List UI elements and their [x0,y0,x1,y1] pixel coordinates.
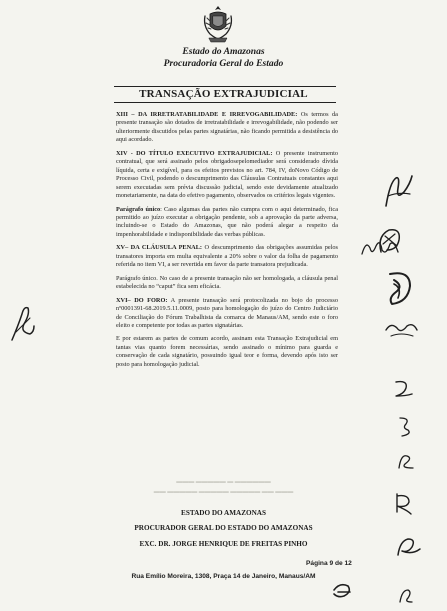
coat-of-arms-icon [201,4,235,44]
section-xvi-text: A presente transação será protocolizada no bojo do processo nº0001391-68.2019.5.11.0009, posto para homologação do juízo do Centro Judiciário de Conciliação do Fórum Trabalhista da comarca de Manaus/AM, sendo este o foro eleito e competente por todas as partes signatárias. [116,296,339,329]
section-xvi-heading: XVI– DO FORO: [116,296,168,304]
page-number: Página 9 de 12 [306,560,352,567]
paragraph-unico-1 [116,206,338,240]
section-xiv-text: O presente instrumento contratual, que será assinado pelos obrigadosepelomediador será considerado dívida líquida, certa e exigível, para os efeitos previstos no art. 784, IV, doNovo Código de Processo Civil, podendo o descumprimento das Cláusulas Contratuais constantes aqui serem executadas sem prévia discussão judicial, sendo este devidamente atualizado monetariamente, na data do efetivo pagamento, observados os critérios legais vigentes. [116,149,338,200]
signature-name: EXC. DR. JORGE HENRIQUE DE FREITAS PINHO [139,540,308,548]
section-xiii-heading: XIII – DA IRRETRATABILIDADE E IRREVOGABILIDADE: [116,111,298,118]
margin-signature-5 [383,318,419,342]
bleed-through-line: ▬▬ ▬▬▬▬▬ ▬▬▬▬▬ ▬▬▬▬▬ ▬▬ ▬▬▬ [153,489,294,495]
margin-signature-4 [384,268,416,310]
footer-signature-2 [330,580,354,602]
margin-signature-1 [382,172,416,212]
section-xiv-heading: XIV - DO TÍTULO EXECUTIVO EXTRAJUDICIAL: [116,149,273,157]
signature-entity: ESTADO DO AMAZONAS [181,509,266,517]
document-body [116,111,338,374]
footer-initials [396,586,416,606]
paragraph-unico-2: Parágrafo único. No caso de a presente transação não ser homologada, a cláusula penal estabelecida no “caput” fica sem eficácia. [116,274,338,291]
margin-initials-2 [396,414,414,438]
header-state: Estado do Amazonas [182,46,265,57]
section-xiii-text: Os termos da presente transação são dotados de irretratabilidade e irrevogabilidade, não podendo ser ulteriormente discutidos pelas partes signatárias, não ficando permitida a desistência do aqui acordado. [116,111,338,144]
margin-signature-3 [375,226,405,256]
document-title: TRANSAÇÃO EXTRAJUDICIAL [139,88,308,100]
header-office: Procuradoria Geral do Estado [163,58,284,69]
section-xv-heading: XV– DA CLÁUSULA PENAL: [116,244,203,252]
section-xiv [116,150,338,201]
bleed-through-line: ▬▬▬ ▬▬▬▬▬ ▬ ▬▬▬▬▬▬ [176,479,271,485]
section-xvi [116,297,338,331]
margin-initials-3 [395,450,417,472]
footer-address: Rua Emílio Moreira, 1308, Praça 14 de Janeiro, Manaus/AM [131,573,316,580]
closing-paragraph: E por estarem as partes de comum acordo, assinam esta Transação Extrajudicial em tantas vias quanto forem necessárias, sendo assinado o mínimo para guarda e conservação de cada signatário, possuindo igual teor e forma, devendo após isto ser posto para homologação judicial. [116,335,338,368]
paragraph-unico-1-lead: Parágrafo único [116,205,161,213]
section-xv [116,244,338,269]
margin-initials-1 [392,378,416,400]
paragraph-unico-1-text: : Caso algumas das partes não cumpra com o aqui determinado, fica permitido ao juízo executar a obrigação pendente, sob a aprovação da parte adversa, incluindo-se o Estado do Amazonas, que não poderá alegar a respeito da impenhorabilidade e indisponibilidade das verbas públicas. [116,205,338,238]
left-margin-signature [8,302,38,344]
signature-role: PROCURADOR GERAL DO ESTADO DO AMAZONAS [134,524,313,532]
margin-initials-4 [391,490,415,516]
footer-signature-1 [394,535,424,561]
section-xv-text: O descumprimento das obrigações assumidas pelos transatores importa em multa equivalente a 20% sobre o valor da folha de pagamento referida no item VI, a ser revertida em favor da parte transatora prejudicada. [116,244,338,269]
section-xiii [116,111,338,145]
